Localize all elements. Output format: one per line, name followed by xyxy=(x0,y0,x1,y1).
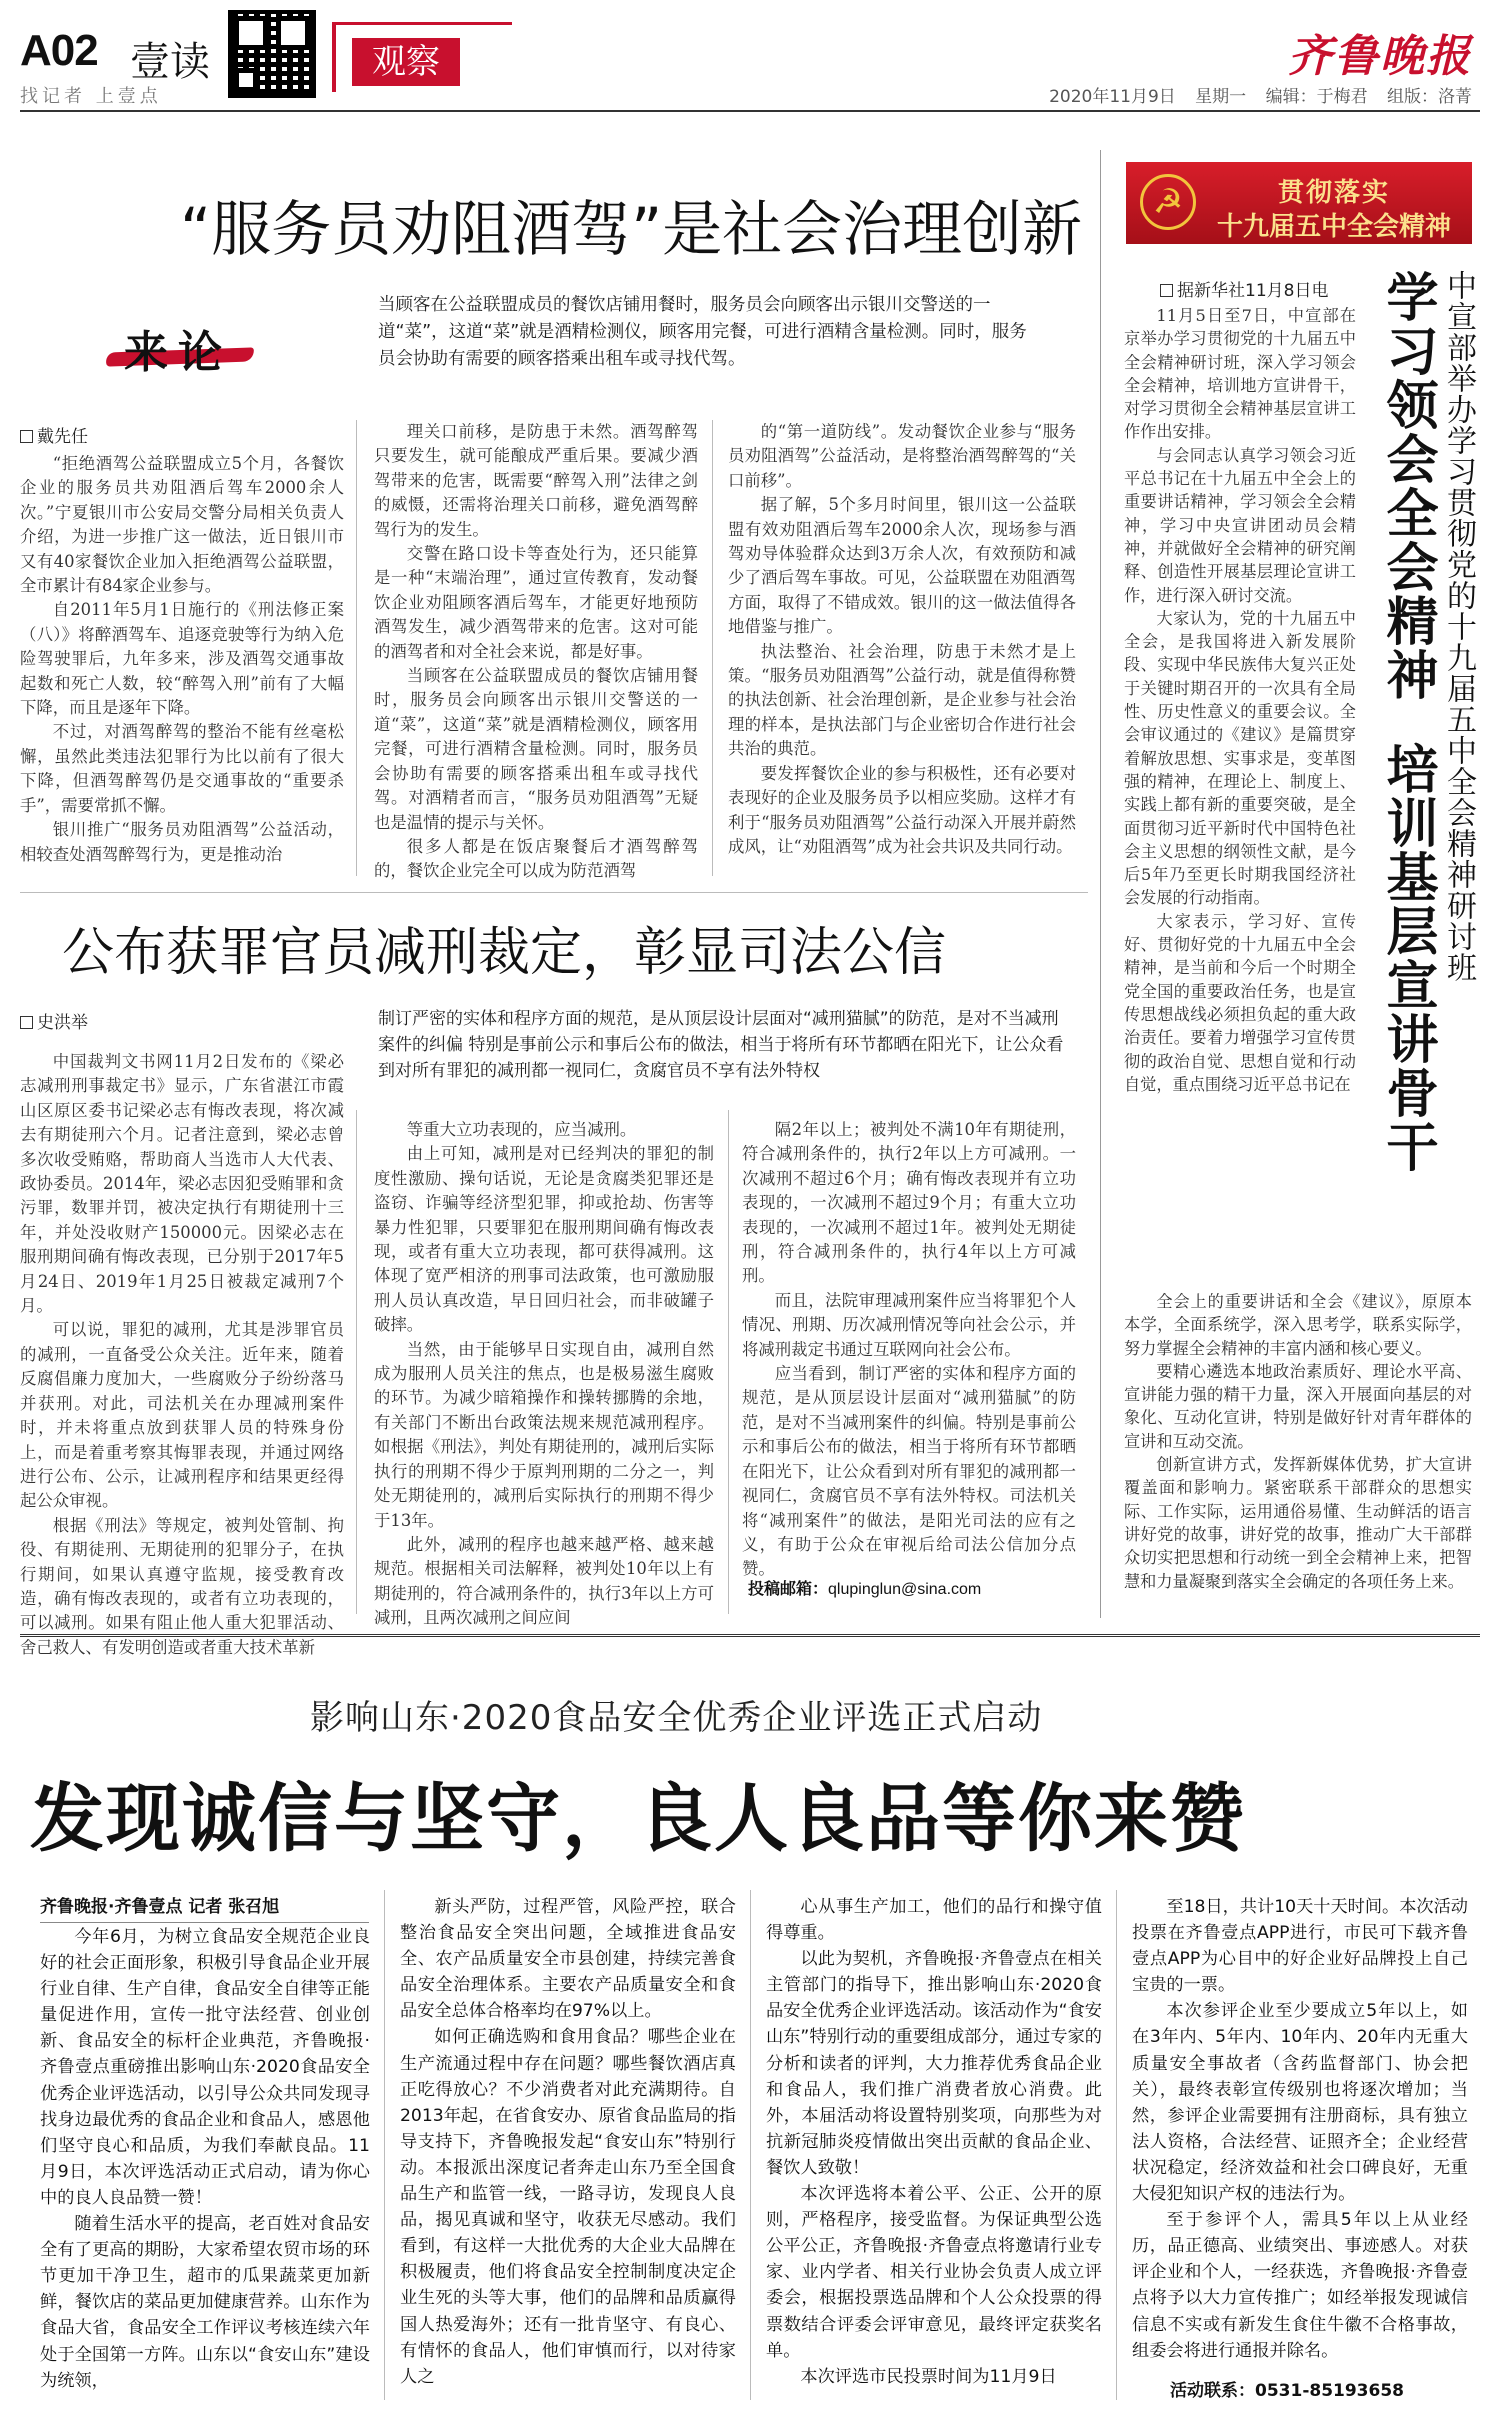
paragraph: 大家认为，党的十九届五中全会，是我国将进入新发展阶段、实现中华民族伟大复兴正处于关键时期召开的一次具有全局性、历史性意义的重要会议。全会审议通过的《建议》是篇贯穿着解放思想、实事求是，变革图强的精神，在理论上、制度上、实践上都有新的重要突破，是全面贯彻习近平新时代中国特色社会主义思想的纲领性文献，是今后5年乃至更长时期我国经济社会发展的行动指南。 xyxy=(1124,608,1356,908)
article2-col3 xyxy=(742,1118,1076,1579)
paragraph: 创新宣讲方式，发挥新媒体优势，扩大宣讲覆盖面和影响力。紧密联系干部群众的思想实际、工作实际，运用通俗易懂、生动鲜活的语言讲好党的故事，讲好党的故事，推动广大干部群众切实把思想和行动统一到全会精神上来，把智慧和力量凝聚到落实全会确定的各项任务上来。 xyxy=(1124,1455,1472,1591)
paragraph: 今年6月，为树立食品安全规范企业良好的社会正面形象，积极引导食品企业开展行业自律、生产自律，食品安全自律等正能量促进作用，宣传一批守法经营、创业创新、食品安全的标杆企业典范，齐鲁晚报·齐鲁壹点重磅推出影响山东·2020食品安全优秀企业评选活动，以引导公众共同发现寻找身边最优秀的食品企业和食品人，感恩他们坚守良心和品质，为我们奉献良品。11月9日，本次评选活动正式启动，请为你心中的良人良品赞一赞！ xyxy=(40,1927,370,2208)
paragraph: 大家表示，学习好、宣传好、贯彻好党的十九届五中全会精神，是当前和今后一个时期全党全国的重要政治任务，也是宣传思想战线必须担负起的重大政治责任。要着力增强学习宣传贯彻的政治自觉、思想自觉和行动自觉，重点围绕习近平总书记在 xyxy=(1124,911,1356,1094)
paragraph: 至于参评个人，需具5年以上从业经历，品正德高、业绩突出、事迹感人。对获评企业和个人，一经获选，齐鲁晚报·齐鲁壹点将予以大力宣传推广；如经举报发现诚信信息不实或有新发生食住牛徽不合格事故，组委会将进行通报并除名。 xyxy=(1132,2210,1468,2361)
paragraph: 由上可知，减刑是对已经判决的罪犯的制度性激励、操句话说，无论是贪腐类犯罪还是盗窃、诈骗等经济型犯罪，抑或抢劫、伤害等暴力性犯罪，只要罪犯在服刑期间确有悔改表现，或者有重大立功表现，都可获得减刑。这体现了宽严相济的刑事司法政策，也可激励服刑人员认真改造，早日回归社会，而非破罐子破摔。 xyxy=(374,1144,714,1335)
article1-title: “服务员劝阻酒驾”是社会治理创新 xyxy=(180,195,1083,265)
sidebar-col-bottom xyxy=(1124,1290,1472,1614)
column-divider xyxy=(750,1890,751,2400)
paragraph: 心从事生产加工，他们的品行和操守值得尊重。 xyxy=(766,1897,1102,1944)
food-title: 发现诚信与坚守，良人良品等你来赞 xyxy=(30,1776,1246,1862)
column-divider xyxy=(712,420,713,876)
food-col4 xyxy=(1132,1894,1468,2374)
email-address: qlupinglun@sina.com xyxy=(828,1581,982,1598)
column-label xyxy=(100,312,250,378)
paragraph: 11月5日至7日，中宣部在京举办学习贯彻党的十九届五中全会精神研讨班，深入学习领会全会精神，培训地方宣讲骨干，对学习贯彻全会精神基层宣讲工作作出安排。 xyxy=(1124,306,1356,442)
article1-col1 xyxy=(20,452,344,876)
paragraph: 银川推广“服务员劝阻酒驾”公益活动，相较查处酒驾醉驾行为，更是推动治 xyxy=(20,820,344,864)
banner-line1: 贯彻落实 xyxy=(1277,178,1390,208)
paragraph: 执法整治、社会治理，防患于未然才是上策。“服务员劝阻酒驾”公益行动，就是值得称赞的执法创新、社会治理创新，是企业参与社会治理的样本，是执法部门与企业密切合作进行社会共治的典范。 xyxy=(728,641,1076,759)
paragraph: 以此为契机，齐鲁晚报·齐鲁壹点在相关主管部门的指导下，推出影响山东·2020食品安全优秀企业评选活动。该活动作为“食安山东”特别行动的重要组成部分，通过专家的分析和读者的评判，大力推荐优秀食品企业和食品人，我们推广消费者放心消费。此外，本届活动将设置特别奖项，向那些为对抗新冠肺炎疫情做出突出贡献的食品企业、餐饮人致敬！ xyxy=(766,1949,1102,2178)
column-divider xyxy=(1116,1890,1117,2400)
paragraph: 要发挥餐饮企业的参与积极性，还有必要对表现好的企业及服务员予以相应奖励。这样才有利于“服务员劝阻酒驾”公益行动深入开展并蔚然成风，让“劝阻酒驾”成为社会共识及共同行动。 xyxy=(728,763,1076,856)
column-tag: 观察 xyxy=(352,38,460,86)
paragraph: 很多人都是在饭店聚餐后才酒驾醉驾的，餐饮企业完全可以成为防范酒驾 xyxy=(374,836,698,881)
paragraph: 本次参评企业至少要成立5年以上，如在3年内、5年内、10年内、20年内无重大质量安全事故者（含药监督部门、协会把关），最终表彰宣传级别也将逐次增加；当然，参评企业需要拥有注册商标，具有独立法人资格，合法经营、证照齐全；企业经营状况稳定，经济效益和社会口碑良好，无重大侵犯知识产权的违法行为。 xyxy=(1132,2001,1468,2205)
article2-col1 xyxy=(20,1050,344,1657)
paragraph: 等重大立功表现的，应当减刑。 xyxy=(406,1120,637,1139)
food-col3 xyxy=(766,1894,1102,2398)
page-number: A02 xyxy=(20,26,98,75)
paragraph: 全会上的重要讲话和全会《建议》，原原本本学，全面系统学，深入思考学，联系实际学，努力掌握全会精神的丰富内涵和核心要义。 xyxy=(1124,1292,1472,1358)
food-byline: 齐鲁晚报·齐鲁壹点 记者 张召旭 xyxy=(40,1892,279,1917)
banner-line2: 十九届五中全会精神 xyxy=(1216,212,1451,242)
paragraph: 新头严防，过程严管，风险严控，联合整治食品安全突出问题，全域推进食品安全、农产品质量安全市县创建，持续完善食品安全治理体系。主要农产品质量安全和食品安全总体合格率均在97%以上。 xyxy=(400,1897,736,2022)
sidebar-kicker: 中宣部举办学习贯彻党的十九届五中全会精神研讨班 xyxy=(1441,270,1476,983)
paragraph: 当顾客在公益联盟成员的餐饮店铺用餐时，服务员会向顾客出示银川交警送的一道“菜”，这道“菜”就是酒精检测仪，顾客用完餐，可进行酒精含量检测。同时，服务员会协助有需要的顾客搭乘出租车或寻找代驾。对酒精者而言，“服务员劝阻酒驾”无疑也是温情的提示与关怀。 xyxy=(374,666,698,832)
paragraph: 本次评选市民投票时间为11月9日 xyxy=(800,2366,1057,2387)
paragraph: 据了解，5个多月时间里，银川这一公益联盟有效劝阻酒后驾车2000余人次，现场参与酒驾劝导体验群众达到3万余人次，有效预防和减少了酒后驾车事故。可见，公益联盟在劝阻酒驾方面，取得了不错成效。银川的这一做法值得各地借鉴与推广。 xyxy=(728,495,1076,637)
paragraph: 与会同志认真学习领会习近平总书记在十九届五中全会上的重要讲话精神，学习领会全会精神，学习中央宣讲团动员会精神，并就做好全会精神的研究阐释、创造性开展基层理论宣讲工作，进行深入研讨交流。 xyxy=(1124,445,1356,605)
article1-col3 xyxy=(728,420,1076,876)
paragraph: 随着生活水平的提高，老百姓对食品安全有了更高的期盼，大家希望农贸市场的环节更加干净卫生，超市的瓜果蔬菜更加新鲜，餐饮店的菜品更加健康营养。山东作为食品大省，食品安全工作评议考核连续六年处于全国第一方阵。山东以“食安山东”建设为统领， xyxy=(40,2214,370,2391)
section-divider xyxy=(20,1634,1480,1637)
sidebar-title: 学习领会全会精神 培训基层宣讲骨干 xyxy=(1377,270,1437,1175)
issue-meta: 2020年11月9日 星期一 编辑：于梅君 组版：洛菁 xyxy=(1049,87,1472,107)
paragraph: 要精心遴选本地政治素质好、理论水平高、宣讲能力强的精干力量，深入开展面向基层的对象化、互动化宣讲，特别是做好针对青年群体的宣讲和互动交流。 xyxy=(1124,1361,1472,1451)
article1-lead: 当顾客在公益联盟成员的餐饮店铺用餐时，服务员会向顾客出示银川交警送的一道“菜”，这道“菜”就是酒精检测仪，顾客用完餐，可进行酒精含量检测。同时，服务员会协助有需要的顾客搭乘出租车或寻找代驾。 xyxy=(378,295,1027,369)
header-slogan: 找记者 上壹点 xyxy=(20,86,162,107)
paragraph: 当然，由于能够早日实现自由，减刑自然成为服刑人员关注的焦点，也是极易滋生腐败的环节。为减少暗箱操作和操转挪腾的余地，有关部门不断出台政策法规来规范减刑程序。如根据《刑法》，判处有期徒刑的，减刑后实际执行的刑期不得少于原判刑期的二分之一，判处无期徒刑的，减刑后实际执行的刑期不得少于13年。 xyxy=(374,1339,714,1530)
page-header xyxy=(0,0,1500,110)
article2-title: 公布获罪官员减刑裁定，彰显司法公信 xyxy=(62,923,947,983)
paragraph: 而且，法院审理减刑案件应当将罪犯个人情况、刑期、历次减刑情况等向社会公示，并将减刑裁定书通过互联网向社会公布。 xyxy=(742,1290,1076,1359)
newspaper-logo: 齐鲁晚报 xyxy=(1288,31,1472,82)
paragraph: 的“第一道防线”。发动餐饮企业参与“服务员劝阻酒驾”公益活动，是将整治酒驾醉驾的“关口前移”。 xyxy=(728,422,1076,490)
paragraph: 理关口前移，是防患于未然。酒驾醉驾只要发生，就可能酿成严重后果。要减少酒驾带来的危害，既需要“醉驾入刑”法律之剑的威慑，还需将治理关口前移，避免酒驾醉驾行为的发生。 xyxy=(374,422,698,539)
column-divider xyxy=(384,1890,385,2400)
article-divider xyxy=(20,892,1088,893)
column-divider xyxy=(356,420,357,876)
paragraph: 不过，对酒驾醉驾的整治不能有丝毫松懈，虽然此类违法犯罪行为比以前有了很大下降，但酒驾醉驾仍是交通事故的“重要杀手”，需要常抓不懈。 xyxy=(20,722,344,815)
email-label: 投稿邮箱： xyxy=(748,1579,829,1598)
food-col1 xyxy=(40,1924,370,2398)
sidebar-dateline: 据新华社11月8日电 xyxy=(1160,276,1328,301)
article1-author: 戴先任 xyxy=(20,422,88,447)
party-emblem-icon: ☭ xyxy=(1140,174,1196,230)
paragraph: 中国裁判文书网11月2日发布的《梁必志减刑刑事裁定书》显示，广东省湛江市霞山区原区委书记梁必志有悔改表现，将次减去有期徒刑六个月。记者注意到，梁必志曾多次收受贿赂，帮助商人当选市人大代表、政协委员。2014年，梁必志因犯受贿罪和贪污罪，数罪并罚，被决定执行有期徒刑十三年，并处没收财产150000元。因梁必志在服刑期间确有悔改表现，已分别于2017年5月24日、2019年1月25日被裁定减刑7个月。 xyxy=(20,1052,344,1316)
paragraph: 如何正确选购和食用食品？哪些企业在生产流通过程中存在问题？哪些餐饮酒店真正吃得放心？不少消费者对此充满期待。自2013年起，在省食安办、原省食品监局的指导支持下，齐鲁晚报发起“食安山东”特别行动。本报派出深度记者奔走山东乃至全国食品生产和监管一线，一路寻访，发现良人良品，揭见真诚和坚守，收获无尽感动。我们看到，有这样一大批优秀的大企业大品牌在积极履责，他们将食品安全控制制度决定企业生死的头等大事，他们的品牌和品质赢得国人热爱海外；还有一批肯坚守、有良心、有情怀的食品人，他们审慎而行，以对待家人之 xyxy=(400,2027,736,2387)
article2-author: 史洪举 xyxy=(20,1008,88,1033)
paragraph: 交警在路口设卡等查处行为，还只能算是一种“末端治理”，通过宣传教育，发动餐饮企业劝阻顾客酒后驾车，才能更好地预防酒驾发生，减少酒驾带来的危害。这对可能的酒驾者和对全社会来说，都是好事。 xyxy=(374,544,698,661)
paragraph: 可以说，罪犯的减刑，尤其是涉罪官员的减刑，一直备受公众关注。近年来，随着反腐倡廉力度加大，一些腐败分子纷纷落马并获刑。对此，司法机关在办理减刑案件时，并未将重点放到获罪人员的特殊身份上，而是着重考察其悔罪表现，并通过网络进行公布、公示，让减刑程序和结果更经得起公众审视。 xyxy=(20,1320,344,1511)
submission-email xyxy=(748,1576,981,1599)
column-divider xyxy=(356,1110,357,1614)
contact-info: 活动联系：0531-85193658 xyxy=(1170,2381,1404,2401)
paragraph: 至18日，共计10天十天时间。本次活动投票在齐鲁壹点APP进行，市民可下载齐鲁壹点APP为心目中的好企业好品牌投上自己宝贵的一票。 xyxy=(1132,1897,1468,1996)
header-divider xyxy=(20,110,1480,112)
paragraph: 此外，减刑的程序也越来越严格、越来越规范。根据相关司法解释，被判处10年以上有期徒刑的，符合减刑条件的，执行3年以上方可减刑，且两次减刑之间应间 xyxy=(374,1534,714,1628)
sidebar-divider xyxy=(1100,150,1101,1618)
section-name: 壹读 xyxy=(130,39,210,85)
paragraph: 自2011年5月1日施行的《刑法修正案（八）》将醉酒驾车、追逐竞驶等行为纳入危险驾驶罪后，九年多来，涉及酒驾交通事故起数和死亡人数，较“醉驾入刑”前有了大幅下降，而且是逐年下降。 xyxy=(20,600,344,718)
food-col2 xyxy=(400,1894,736,2398)
paragraph: 本次评选将本着公平、公正、公开的原则，严格程序，接受监督。为保证典型公选公平公正，齐鲁晚报·齐鲁壹点将邀请行业专家、业内学者、相关行业协会负责人成立评委会，根据投票选品牌和个人公众投票的得票数结合评委会评审意见，最终评定获奖名单。 xyxy=(766,2184,1102,2361)
sidebar-col-top xyxy=(1124,304,1356,1276)
paragraph: “拒绝酒驾公益联盟成立5个月，各餐饮企业的服务员共劝阻酒后驾车2000余人次。”宁夏银川市公安局交警分局相关负责人介绍，为进一步推广这一做法，近日银川市又有40家餐饮企业加入拒绝酒驾公益联盟，全市累计有84家企业参与。 xyxy=(20,454,344,596)
paragraph: 应当看到，制订严密的实体和程序方面的规范，是从顶层设计层面对“减刑猫腻”的防范，是对不当减刑案件的纠偏。特别是事前公示和事后公布的做法，相当于将所有环节都晒在阳光下，让公众看到对所有罪犯的减刑都一视同仁，贪腐官员不享有法外特权。司法机关将“减刑案件”的做法，是阳光司法的应有之义，有助于公众在审视后给司法公信加分点赞。 xyxy=(742,1364,1076,1579)
paragraph: 根据《刑法》等规定，被判处管制、拘役、有期徒刑、无期徒刑的犯罪分子，在执行期间，如果认真遵守监规，接受教育改造，确有悔改表现的，或者有立功表现的，可以减刑。如果有阻止他人重大犯罪活动、舍己救人、有发明创造或者重大技术革新 xyxy=(20,1515,344,1657)
paragraph: 隔2年以上；被判处不满10年有期徒刑，符合减刑条件的，执行2年以上方可减刑。一次减刑不超过6个月；确有悔改表现并有立功表现的，一次减刑不超过9个月；有重大立功表现的，一次减刑不超过1年。被判处无期徒刑，符合减刑条件的，执行4年以上方可减刑。 xyxy=(742,1120,1076,1286)
article2-col2 xyxy=(374,1118,714,1628)
column-divider xyxy=(728,1110,729,1614)
food-kicker: 影响山东·2020食品安全优秀企业评选正式启动 xyxy=(310,1698,1043,1738)
qr-code-icon xyxy=(228,10,316,98)
article2-lead: 制订严密的实体和程序方面的规范，是从顶层设计层面对“减刑猫腻”的防范，是对不当减刑案件的纠偏 特别是事前公示和事后公布的做法，相当于将所有环节都晒在阳光下，让公众看到对所有罪犯的减刑都一视同仁，贪腐官员不享有法外特权 xyxy=(378,1009,1064,1081)
article1-col2 xyxy=(374,420,698,881)
column-label-text: 来论 xyxy=(124,327,232,378)
theme-banner xyxy=(1126,162,1472,244)
